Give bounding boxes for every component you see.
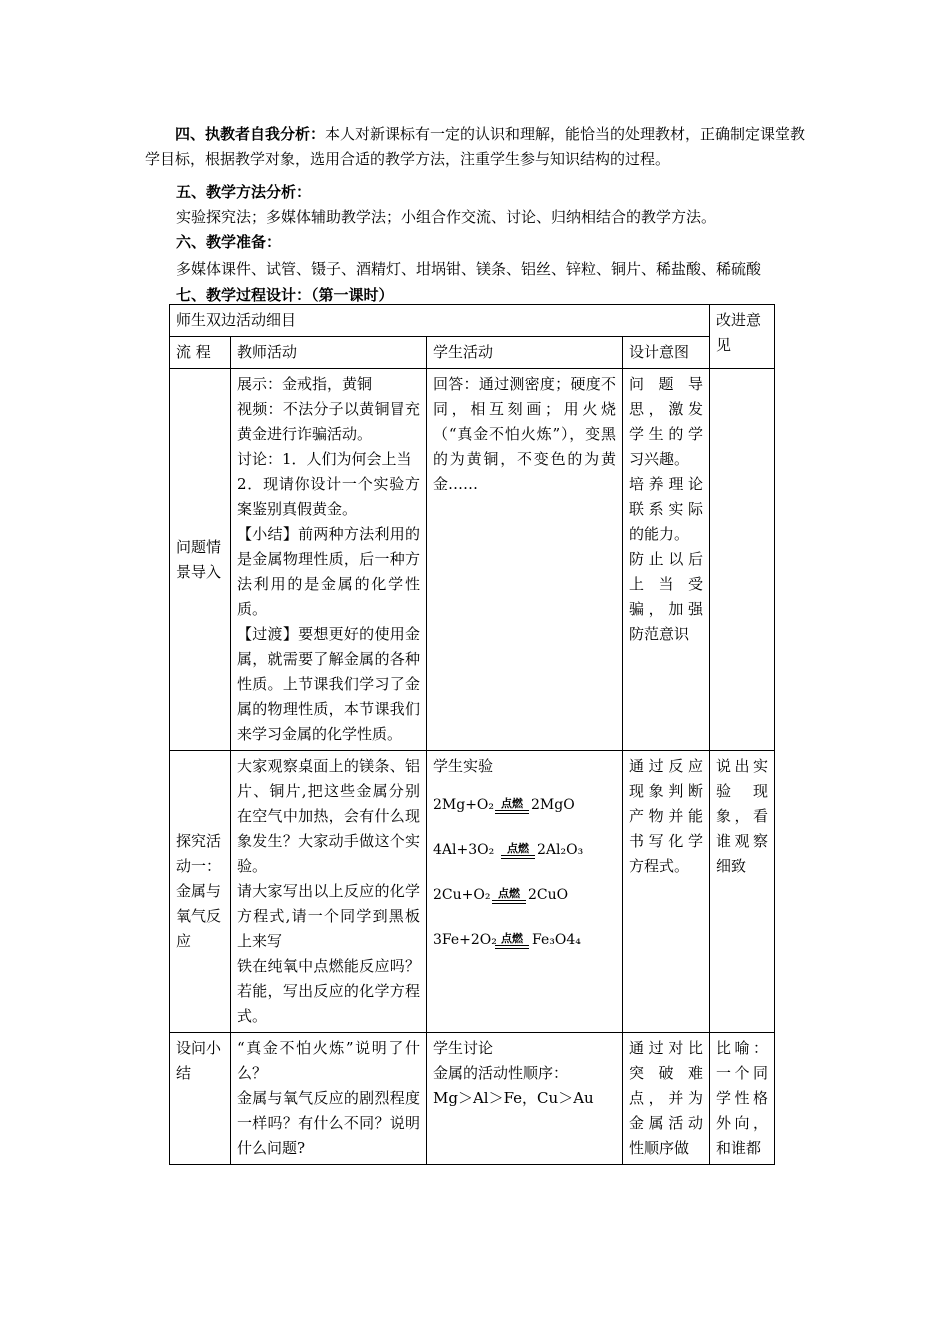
equation-2 xyxy=(433,824,616,869)
table-row xyxy=(170,369,775,751)
equation-4-condition: 点燃 xyxy=(501,932,523,945)
col-design-header: 设计意图 xyxy=(623,337,710,369)
equation-4 xyxy=(433,914,616,959)
row1-student: 回答：通过测密度；硬度不同，相互刻画；用火烧（“真金不怕火炼”），变黑的为黄铜，不变色的为黄金…… xyxy=(427,369,623,751)
section-4-paragraph xyxy=(145,122,815,172)
section-4-title: 四、执教者自我分析： xyxy=(175,125,326,143)
row1-flow: 问题情景导入 xyxy=(170,369,231,751)
table-row xyxy=(170,751,775,1033)
equation-1-condition: 点燃 xyxy=(501,797,523,810)
improve-header: 改进意见 xyxy=(710,305,775,369)
row2-flow: 探究活动一：金属与氧气反应 xyxy=(170,751,231,1033)
equation-1 xyxy=(433,779,616,824)
section-4-body: 本人对新课标有一定的认识和理解，能恰当的处理教材，正确制定课堂教学目标，根据教学对象，选用合适的教学方法，注重学生参与知识结构的过程。 xyxy=(145,125,806,168)
equation-3-arrow xyxy=(492,888,526,904)
section-6-title: 六、教学准备： xyxy=(176,233,282,251)
row1-improve xyxy=(710,369,775,751)
row3-teacher: “真金不怕火炼”说明了什么？ 金属与氧气反应的剧烈程度一样吗？有什么不同？说明什么问题? xyxy=(231,1033,427,1165)
equation-3-condition: 点燃 xyxy=(498,887,520,900)
equation-3-lhs: 2Cu+O₂ xyxy=(433,887,491,903)
equation-4-arrow xyxy=(495,933,529,949)
row3-student: 学生讨论 金属的活动性顺序： Mg＞Al＞Fe，Cu＞Au xyxy=(427,1033,623,1165)
equation-1-lhs: 2Mg+O₂ xyxy=(433,797,495,813)
section-6-body: 多媒体课件、试管、镊子、酒精灯、坩埚钳、镁条、铝丝、锌粒、铜片、稀盐酸、稀硫酸 xyxy=(176,260,762,278)
col-student-header: 学生活动 xyxy=(427,337,623,369)
equation-3-rhs: 2CuO xyxy=(528,887,569,903)
row3-improve: 比喻：一个同学性格外向，和谁都 xyxy=(710,1033,775,1165)
equation-2-rhs: 2Al₂O₃ xyxy=(537,842,584,858)
equation-4-lhs: 3Fe+2O₂ xyxy=(433,932,497,948)
equation-2-lhs: 4Al+3O₂ xyxy=(433,842,495,858)
equation-4-rhs: Fe₃O4₄ xyxy=(532,932,581,948)
table-top-header: 师生双边活动细目 xyxy=(170,305,710,337)
table-row xyxy=(170,1033,775,1165)
equation-2-condition: 点燃 xyxy=(507,842,529,855)
section-7-title: 七、教学过程设计：（第一课时） xyxy=(176,286,394,304)
row2-design: 通过反应现象判断产物并能书写化学方程式。 xyxy=(623,751,710,1033)
row2-improve: 说出实验现象，看谁观察细致 xyxy=(710,751,775,1033)
row2-student xyxy=(427,751,623,1033)
row1-teacher: 展示：金戒指，黄铜 视频：不法分子以黄铜冒充黄金进行诈骗活动。 讨论：1．人们为何会上当 2．现请你设计一个实验方案鉴别真假黄金。 【小结】前两种方法利用的是金属物理性质，后一种方法利用的是金属的化学性质。 【过渡】要想更好的使用金属，就需要了解金属的各种性质。上节课我们学习了金属的物理性质，本节课我们来学习金属的化学性质。 xyxy=(231,369,427,751)
row2-teacher: 大家观察桌面上的镁条、铝片、铜片,把这些金属分别在空气中加热，会有什么现象发生？大家动手做这个实验。 请大家写出以上反应的化学方程式,请一个同学到黑板上来写 铁在纯氧中点燃能反应吗？若能，写出反应的化学方程式。 xyxy=(231,751,427,1033)
equation-1-rhs: 2MgO xyxy=(531,797,575,813)
col-teacher-header: 教师活动 xyxy=(231,337,427,369)
equation-2-arrow xyxy=(501,843,535,859)
row1-design: 问题导思，激发学生的学习兴趣。 培养理论联系实际的能力。 防止以后上当受骗，加强防范意识 xyxy=(623,369,710,751)
row2-student-title: 学生实验 xyxy=(433,757,494,775)
section-5-title: 五、教学方法分析： xyxy=(176,183,312,201)
equation-3 xyxy=(433,869,616,914)
section-5-body: 实验探究法；多媒体辅助教学法；小组合作交流、讨论、归纳相结合的教学方法。 xyxy=(176,208,717,226)
equation-1-arrow xyxy=(495,798,529,814)
row3-design: 通过对比突破难点，并为金属活动性顺序做 xyxy=(623,1033,710,1165)
col-flow-header: 流 程 xyxy=(170,337,231,369)
teaching-process-table xyxy=(169,304,775,1165)
row3-flow: 设问小结 xyxy=(170,1033,231,1165)
